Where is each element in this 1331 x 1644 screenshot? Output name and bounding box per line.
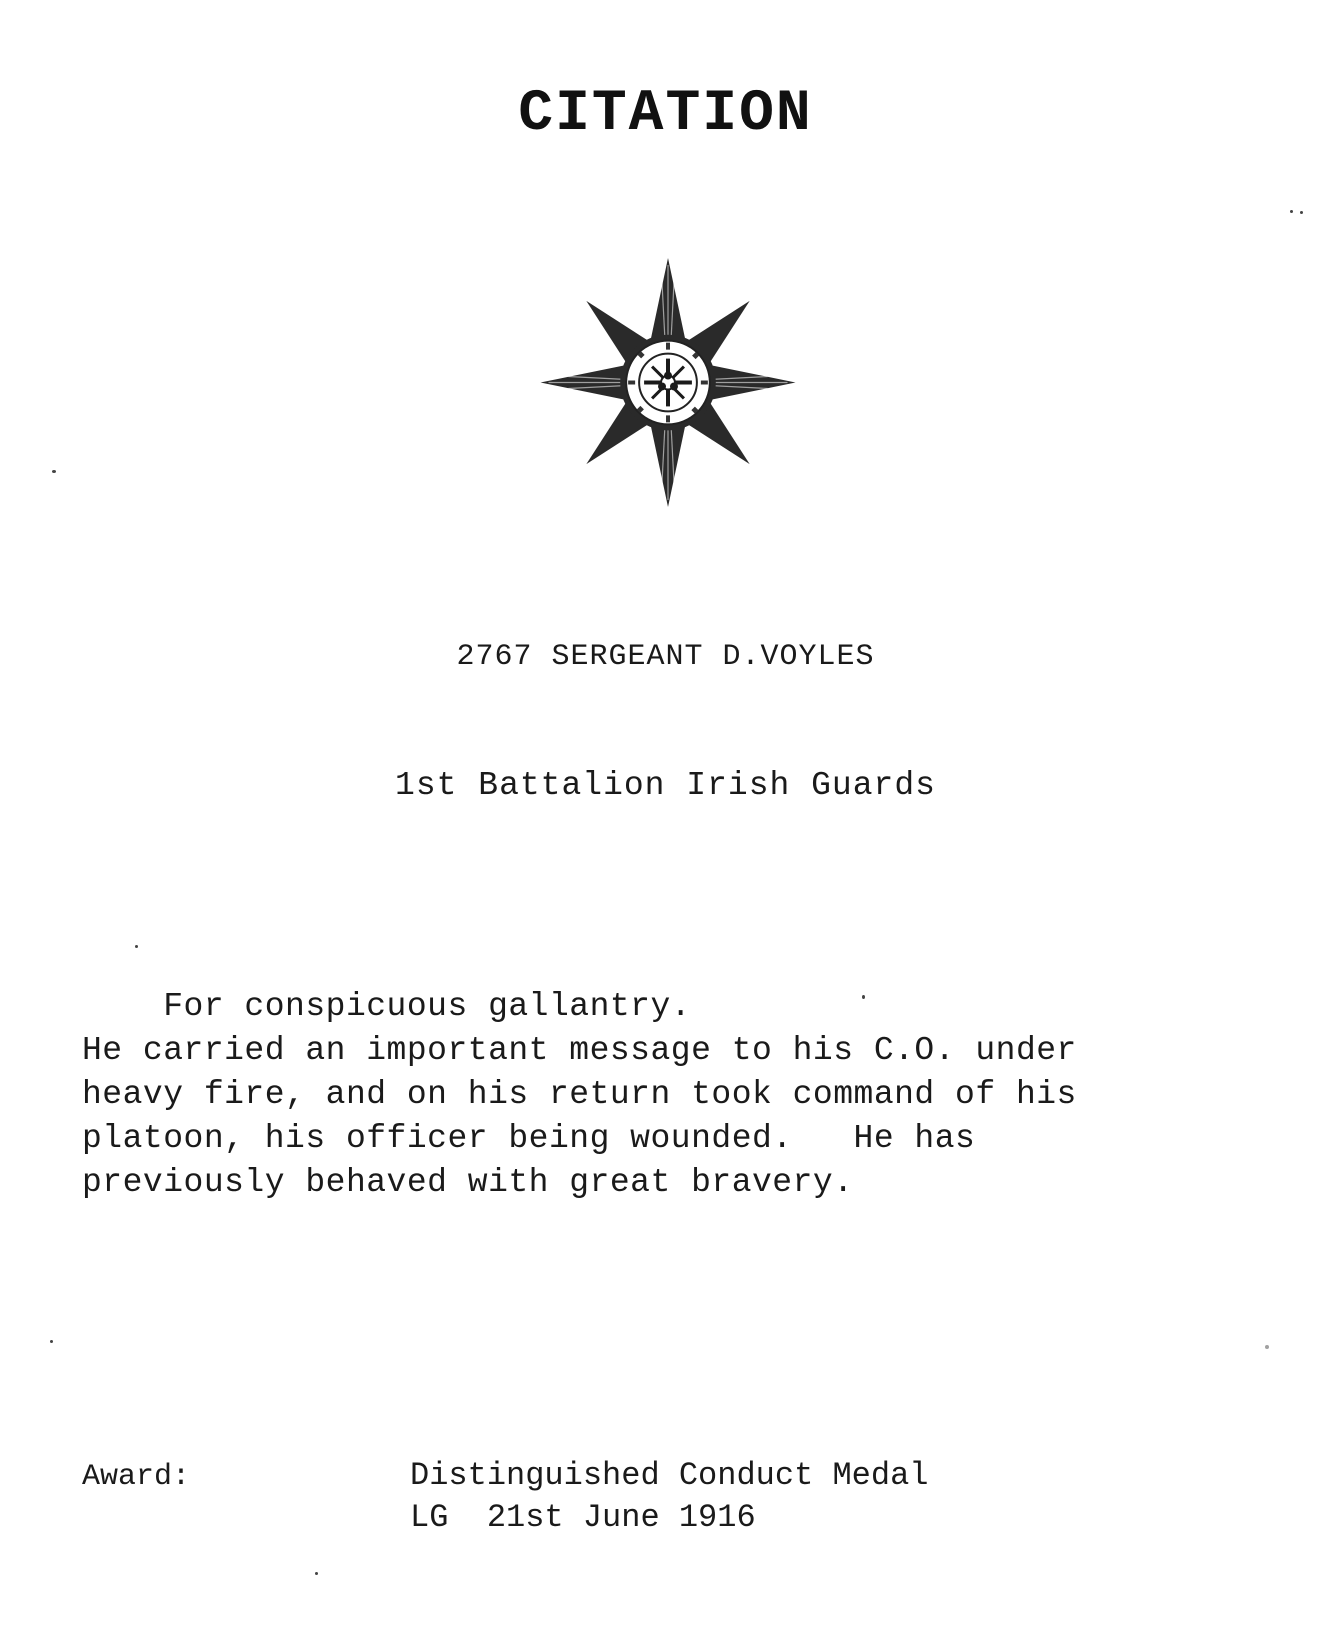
unit-name: 1st Battalion Irish Guards: [395, 767, 936, 804]
citation-line: previously behaved with great bravery.: [82, 1164, 854, 1201]
award-medal: Distinguished Conduct Medal: [410, 1457, 929, 1494]
award-details: [410, 1455, 928, 1539]
recipient-name: 2767 SERGEANT D.VOYLES: [456, 640, 875, 674]
scan-speck: [1265, 1345, 1269, 1349]
page-title: CITATION: [518, 82, 813, 147]
citation-line: heavy fire, and on his return took command of his: [82, 1076, 1077, 1113]
star-badge-icon: [538, 255, 798, 510]
scan-speck: [315, 1572, 318, 1575]
citation-line: He carried an important message to his C.O. under: [82, 1032, 1077, 1069]
scan-speck: [1290, 210, 1293, 213]
scan-speck: [52, 470, 56, 473]
award-gazette-date: LG 21st June 1916: [410, 1499, 756, 1536]
citation-body: [82, 985, 1262, 1205]
scan-speck: [862, 995, 865, 999]
award-label: Award:: [82, 1460, 191, 1494]
scan-speck: [50, 1340, 53, 1343]
scan-speck: [1300, 211, 1303, 214]
citation-line: platoon, his officer being wounded. He has: [82, 1120, 976, 1157]
scan-speck: [135, 945, 138, 948]
citation-line: For conspicuous gallantry.: [82, 988, 692, 1025]
